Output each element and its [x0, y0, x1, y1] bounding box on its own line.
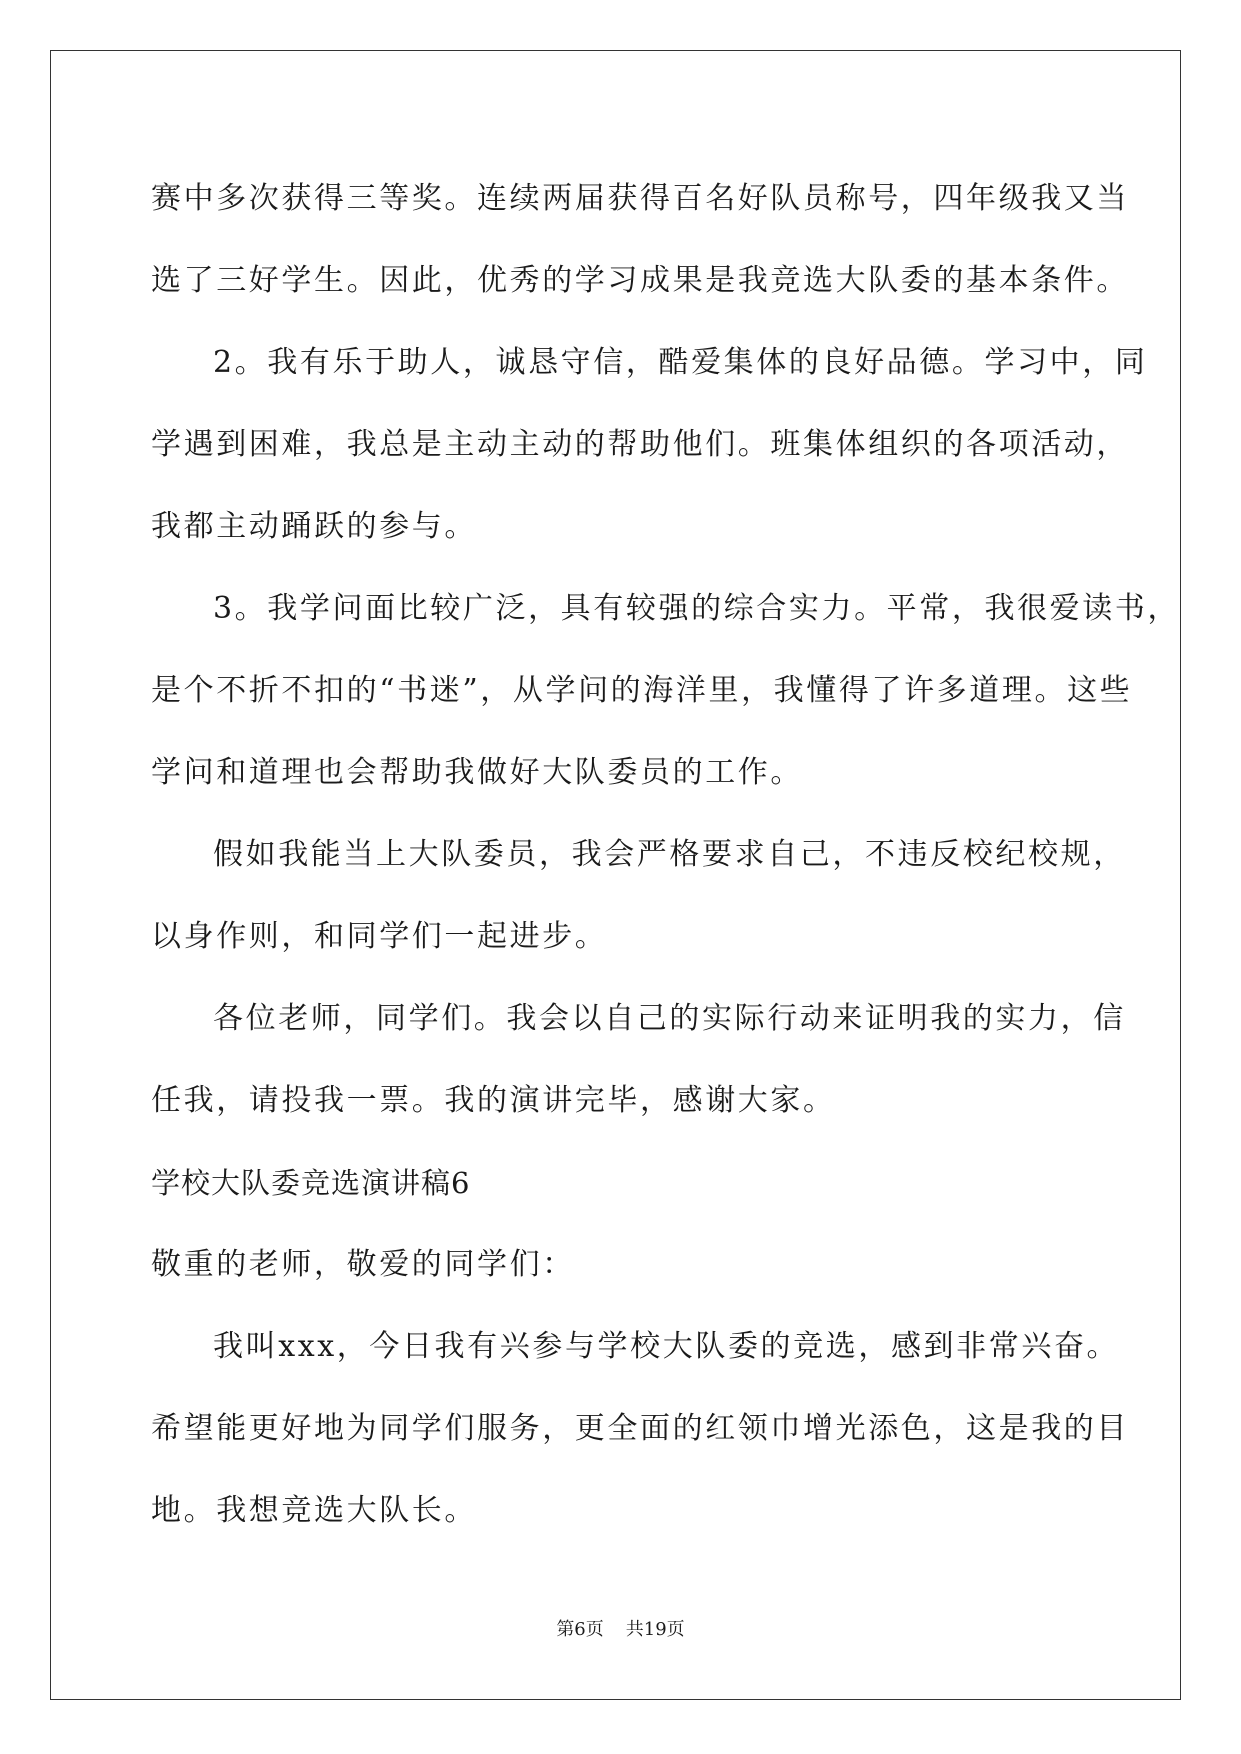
- text-line-10: 以身作则，和同学们一起进步。: [151, 919, 608, 954]
- document-body: [151, 158, 1181, 1552]
- text-line-12: 任我，请投我一票。我的演讲完毕，感谢大家。: [151, 1083, 836, 1118]
- text-line-7: 是个不折不扣的“书迷”，从学问的海洋里，我懂得了许多道理。这些: [151, 673, 1133, 708]
- text-line-5: 我都主动踊跃的参与。: [151, 509, 477, 544]
- text-line-2: 选了三好学生。因此，优秀的学习成果是我竞选大队委的基本条件。: [151, 263, 1129, 298]
- page-number: 第6页: [556, 1619, 604, 1640]
- text-line-16: 希望能更好地为同学们服务，更全面的红领巾增光添色，这是我的目: [151, 1411, 1129, 1446]
- page-footer: [0, 1618, 1241, 1642]
- text-line-11: 各位老师，同学们。我会以自己的实际行动来证明我的实力，信: [213, 1001, 1126, 1036]
- text-line-9: 假如我能当上大队委员，我会严格要求自己，不违反校纪校规，: [213, 837, 1126, 872]
- text-line-15: 我叫xxx，今日我有兴参与学校大队委的竞选，感到非常兴奋。: [213, 1329, 1120, 1364]
- text-line-1: 赛中多次获得三等奖。连续两届获得百名好队员称号，四年级我又当: [151, 181, 1129, 216]
- text-line-4: 学遇到困难，我总是主动主动的帮助他们。班集体组织的各项活动，: [151, 427, 1129, 462]
- text-line-8: 学问和道理也会帮助我做好大队委员的工作。: [151, 755, 803, 790]
- page-total: 共19页: [625, 1619, 685, 1640]
- text-line-6: 3。我学问面比较广泛，具有较强的综合实力。平常，我很爱读书，: [213, 591, 1181, 626]
- text-line-3: 2。我有乐于助人，诚恳守信，酷爱集体的良好品德。学习中，同: [213, 345, 1148, 380]
- salutation-line: 敬重的老师，敬爱的同学们：: [151, 1247, 575, 1282]
- text-line-17: 地。我想竞选大队长。: [151, 1493, 477, 1528]
- section-heading: 学校大队委竞选演讲稿6: [151, 1166, 471, 1200]
